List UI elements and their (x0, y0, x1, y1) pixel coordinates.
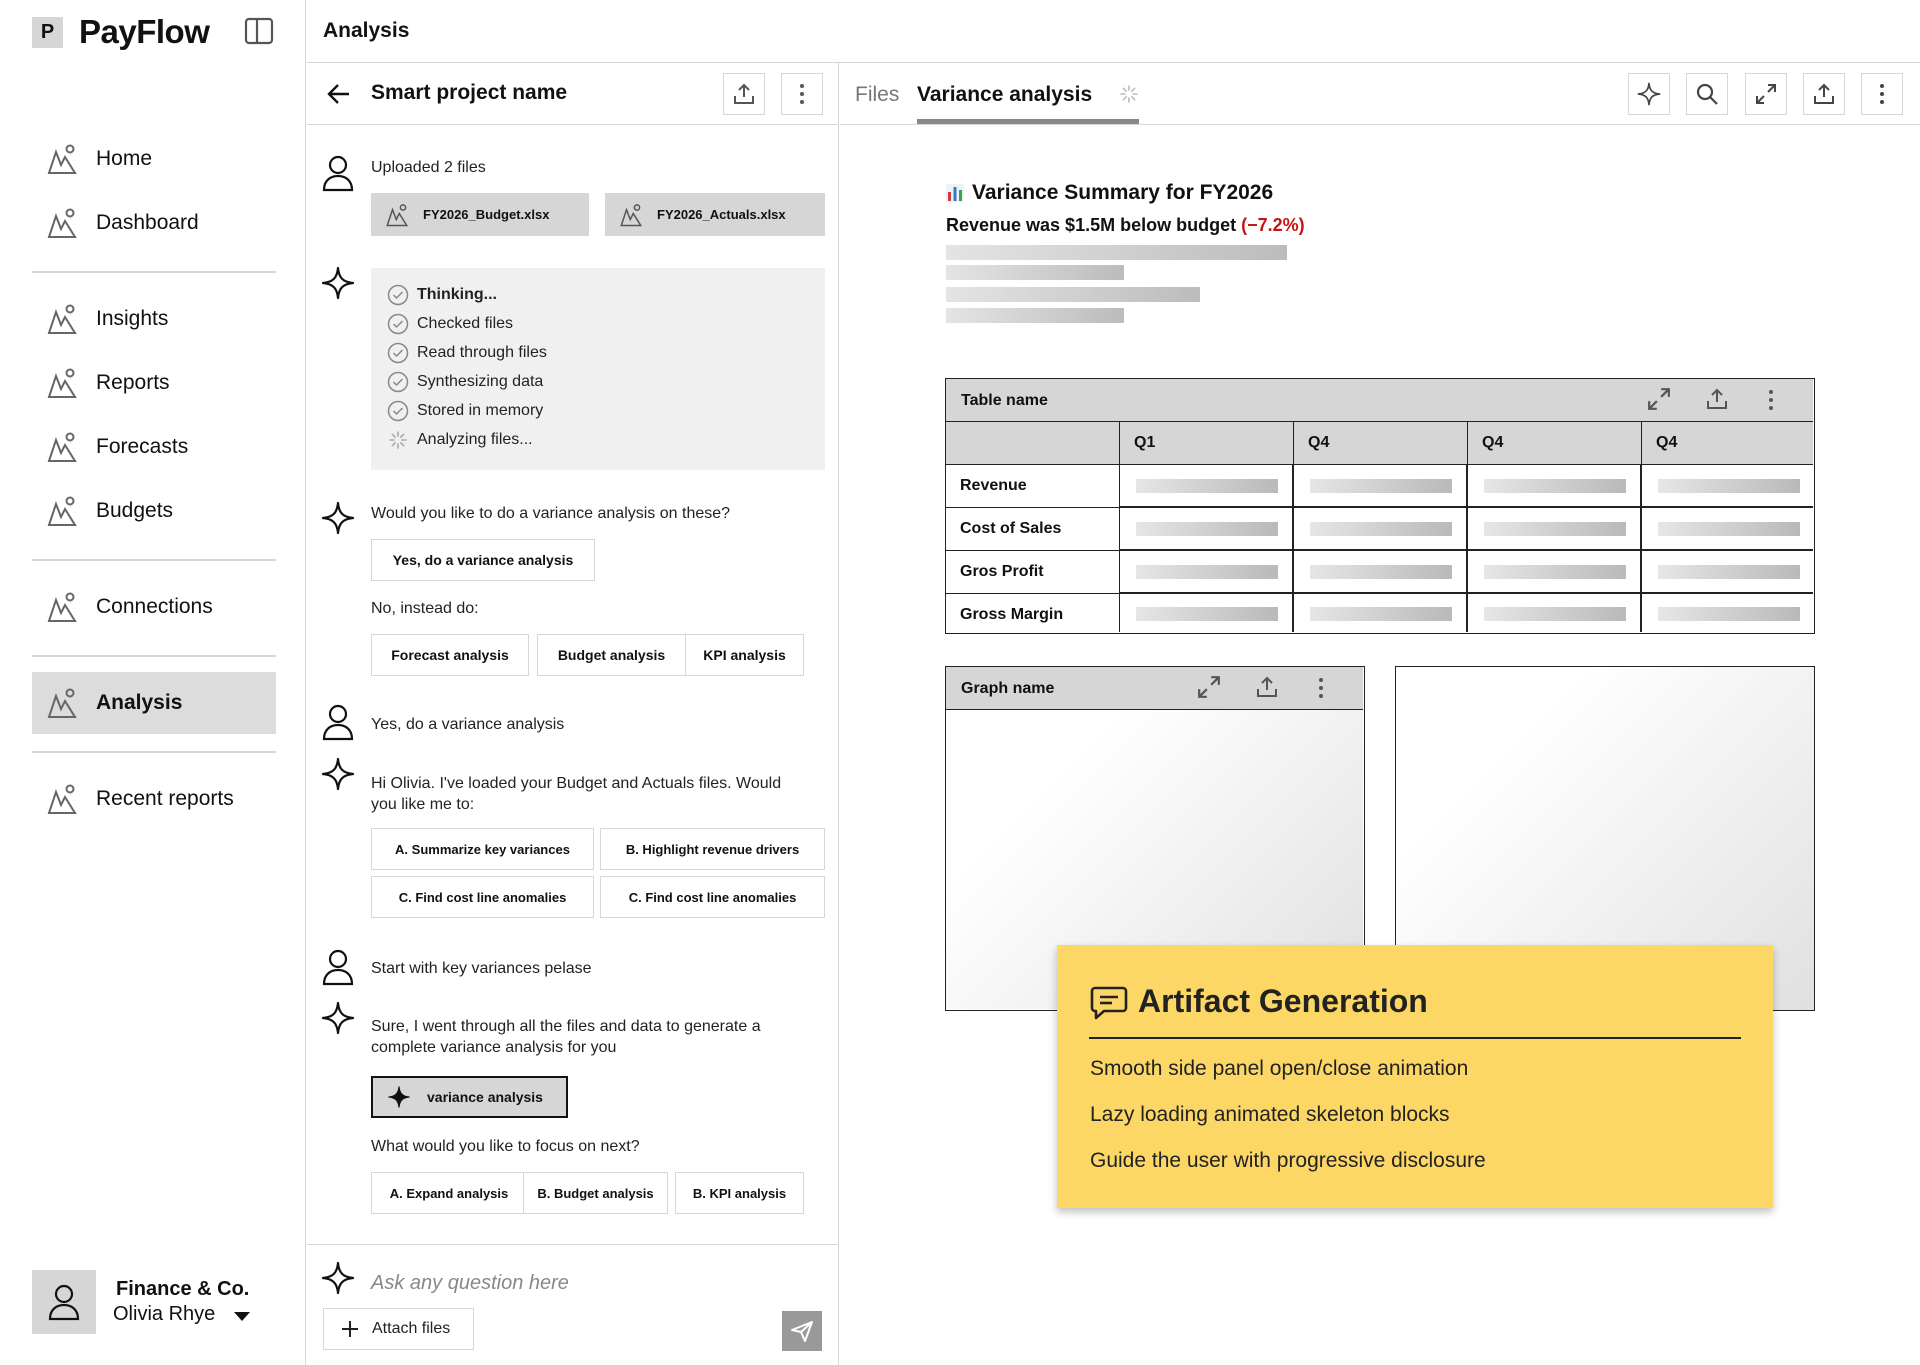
sidebar-item-home[interactable] (32, 128, 276, 190)
next-question: What would you like to focus on next? (371, 1138, 640, 1155)
skeleton-cell (1658, 522, 1800, 536)
file-chip[interactable] (605, 193, 825, 236)
upload-icon[interactable] (1705, 387, 1729, 411)
doc-title: Variance Summary for FY2026 (946, 181, 1273, 205)
check-circle-icon (387, 342, 409, 364)
sidebar-toggle-icon[interactable] (244, 17, 274, 45)
skeleton-cell (1136, 479, 1278, 493)
check-circle-icon (387, 400, 409, 422)
user-icon (321, 154, 355, 192)
sidebar-item-recent-reports[interactable] (32, 768, 276, 830)
skeleton-line (946, 287, 1200, 302)
brand-logo: P (32, 17, 63, 48)
row-divider (1120, 506, 1813, 508)
page-title: Analysis (323, 19, 410, 42)
table-column-header (946, 422, 1120, 465)
budget-analysis-button[interactable]: Budget analysis (537, 634, 686, 676)
skeleton-cell (1136, 522, 1278, 536)
row-divider (1120, 549, 1813, 551)
skeleton-line (946, 245, 1287, 260)
kebab-icon (799, 83, 805, 105)
chat-composer (307, 1244, 839, 1365)
sidebar-item-label: Reports (96, 371, 170, 394)
org-name: Finance & Co. (116, 1278, 250, 1300)
project-name: Smart project name (371, 81, 568, 104)
sidebar-item-label: Budgets (96, 499, 174, 522)
sidebar-item-forecasts[interactable] (32, 416, 276, 478)
send-icon (790, 1319, 814, 1343)
skeleton-cell (1310, 607, 1452, 621)
user-icon (321, 703, 355, 741)
thinking-step: Synthesizing data (387, 371, 543, 393)
doc-summary: Revenue was $1.5M below budget (−7.2%) (946, 215, 1305, 235)
sidebar-item-label: Insights (96, 307, 169, 330)
sidebar-item-label: Dashboard (96, 211, 199, 234)
tab-files[interactable]: Files (855, 83, 900, 106)
mountain-icon (46, 367, 78, 399)
budget-analysis-button[interactable]: B. Budget analysis (523, 1172, 668, 1214)
mountain-icon (46, 303, 78, 335)
table-row-label: Cost of Sales (946, 508, 1120, 551)
user-message: Start with key variances pelase (371, 960, 592, 977)
chat-bubble-icon (1090, 985, 1128, 1021)
mountain-icon (46, 591, 78, 623)
mountain-icon (46, 687, 78, 719)
chat-panel (307, 63, 839, 1365)
sidebar-item-label: Recent reports (96, 787, 234, 810)
brand[interactable] (32, 14, 209, 50)
note-title: Artifact Generation (1138, 983, 1428, 1019)
skeleton-cell (1658, 479, 1800, 493)
skeleton-cell (1484, 565, 1626, 579)
sparkle-icon (387, 1085, 411, 1109)
find-cost-anomalies-button[interactable]: C. Find cost line anomalies (600, 876, 825, 918)
summarize-variances-button[interactable]: A. Summarize key variances (371, 828, 594, 870)
user-icon (321, 948, 355, 986)
note-item: Smooth side panel open/close animation (1090, 1057, 1469, 1080)
sidebar-item-reports[interactable] (32, 352, 276, 414)
note-divider (1089, 1037, 1741, 1039)
chat-input[interactable]: Ask any question here (371, 1272, 569, 1294)
annotation-note (1057, 945, 1773, 1208)
variance-table (945, 378, 1815, 634)
sparkle-icon (321, 1261, 355, 1295)
upload-icon (1812, 82, 1836, 106)
attach-label: Attach files (372, 1320, 451, 1337)
expand-button[interactable] (1745, 73, 1787, 115)
file-name: FY2026_Actuals.xlsx (657, 207, 786, 222)
sidebar-item-label: Home (96, 147, 153, 170)
ai-message: Hi Olivia. I've loaded your Budget and Actuals files. Would you like me to: (371, 775, 782, 813)
more-options-button[interactable] (1861, 73, 1903, 115)
skeleton-line (946, 308, 1124, 323)
upload-icon[interactable] (1255, 675, 1279, 699)
check-circle-icon (387, 284, 409, 306)
uploaded-message: Uploaded 2 files (371, 159, 486, 176)
upload-icon (732, 82, 756, 106)
graph-header (946, 667, 1363, 710)
sidebar-item-budgets[interactable] (32, 480, 276, 542)
top-bar (307, 0, 1920, 63)
table-column-header: Q4 (1468, 422, 1642, 465)
table-column-header: Q1 (1120, 422, 1294, 465)
mountain-icon (46, 431, 78, 463)
row-divider (1120, 592, 1813, 594)
spinner-icon (387, 429, 409, 451)
avatar (32, 1270, 96, 1334)
table-row-label: Gross Margin (946, 594, 1120, 632)
mountain-icon (385, 203, 409, 227)
sidebar (0, 0, 306, 1365)
sparkle-icon (321, 1001, 355, 1035)
bar-chart-icon (946, 184, 964, 202)
sidebar-item-dashboard[interactable] (32, 192, 276, 254)
nav-divider (32, 751, 276, 753)
sparkle-icon (1637, 82, 1661, 106)
table-column-header: Q4 (1294, 422, 1468, 465)
tab-progress-underline (917, 119, 1139, 124)
user-message: Yes, do a variance analysis (371, 716, 565, 733)
sparkle-icon (321, 501, 355, 535)
file-chip[interactable] (371, 193, 589, 236)
mountain-icon (46, 495, 78, 527)
file-name: FY2026_Budget.xlsx (423, 207, 550, 222)
table-header (946, 379, 1813, 422)
sidebar-item-connections[interactable] (32, 576, 276, 638)
mountain-icon (46, 143, 78, 175)
nav-divider (32, 559, 276, 561)
note-item: Lazy loading animated skeleton blocks (1090, 1103, 1450, 1126)
user-icon (47, 1283, 81, 1321)
export-button[interactable] (1803, 73, 1845, 115)
chat-header (307, 63, 839, 125)
skeleton-line (946, 265, 1124, 280)
search-icon (1695, 82, 1719, 106)
user-profile[interactable] (32, 1270, 276, 1334)
skeleton-cell (1310, 522, 1452, 536)
ai-assist-button[interactable] (1628, 73, 1670, 115)
graph-name: Graph name (961, 680, 1055, 697)
plus-icon (340, 1319, 360, 1339)
mountain-icon (46, 207, 78, 239)
expand-analysis-button[interactable]: A. Expand analysis (371, 1172, 527, 1214)
skeleton-cell (1136, 565, 1278, 579)
note-item: Guide the user with progressive disclosure (1090, 1149, 1486, 1172)
kpi-analysis-button[interactable]: KPI analysis (685, 634, 804, 676)
skeleton-cell (1484, 607, 1626, 621)
brand-name: PayFlow (79, 13, 210, 50)
thinking-title: Thinking... (417, 286, 497, 303)
expand-icon (1755, 83, 1777, 105)
mountain-icon (46, 783, 78, 815)
artifact-chip[interactable] (371, 1076, 568, 1118)
thinking-step: Stored in memory (387, 400, 543, 422)
sparkle-icon (321, 266, 355, 300)
skeleton-cell (1136, 607, 1278, 621)
artifact-label: variance analysis (427, 1089, 543, 1105)
mountain-icon (619, 203, 643, 227)
yes-variance-button[interactable]: Yes, do a variance analysis (371, 539, 595, 581)
sidebar-item-insights[interactable] (32, 288, 276, 350)
table-row-label: Revenue (946, 465, 1120, 508)
sparkle-icon (321, 757, 355, 791)
send-button[interactable] (782, 1311, 822, 1351)
sidebar-item-analysis[interactable] (32, 672, 276, 734)
sidebar-item-label: Connections (96, 595, 213, 618)
expand-icon[interactable] (1197, 675, 1221, 699)
tab-variance-analysis[interactable]: Variance analysis (917, 83, 1093, 106)
skeleton-cell (1658, 607, 1800, 621)
check-circle-icon (387, 313, 409, 335)
thinking-title-row (387, 284, 497, 306)
thinking-step: Checked files (387, 313, 513, 335)
export-button[interactable] (723, 73, 765, 115)
artifact-tabs (840, 63, 1920, 125)
nav-divider (32, 271, 276, 273)
nav-divider (32, 655, 276, 657)
kpi-analysis-button[interactable]: B. KPI analysis (675, 1172, 804, 1214)
skeleton-cell (1658, 565, 1800, 579)
ai-message: Sure, I went through all the files and data to generate a complete variance analysis for you (371, 1018, 761, 1056)
more-options-button[interactable] (781, 73, 823, 115)
skeleton-cell (1310, 479, 1452, 493)
sidebar-item-label: Forecasts (96, 435, 189, 458)
variance-delta: (−7.2%) (1241, 215, 1305, 235)
expand-icon[interactable] (1647, 387, 1671, 411)
no-instead-label: No, instead do: (371, 600, 479, 617)
table-name: Table name (961, 392, 1048, 409)
kebab-icon[interactable] (1318, 677, 1324, 699)
skeleton-cell (1310, 565, 1452, 579)
table-row-label: Gros Profit (946, 551, 1120, 594)
user-name: Olivia Rhye (113, 1303, 216, 1325)
thinking-step: Read through files (387, 342, 547, 364)
caret-down-icon[interactable] (234, 1312, 250, 1321)
sidebar-item-label: Analysis (96, 691, 183, 714)
skeleton-cell (1484, 479, 1626, 493)
check-circle-icon (387, 371, 409, 393)
thinking-box (371, 268, 825, 470)
kebab-icon (1879, 83, 1885, 105)
attach-files-button[interactable] (323, 1308, 474, 1350)
find-cost-anomalies-button[interactable]: C. Find cost line anomalies (371, 876, 594, 918)
thinking-pending: Analyzing files... (387, 429, 533, 451)
skeleton-cell (1484, 522, 1626, 536)
forecast-analysis-button[interactable]: Forecast analysis (371, 634, 529, 676)
back-arrow-icon[interactable] (325, 80, 353, 108)
highlight-revenue-button[interactable]: B. Highlight revenue drivers (600, 828, 825, 870)
spinner-icon (1118, 83, 1140, 105)
search-button[interactable] (1686, 73, 1728, 115)
ai-message: Would you like to do a variance analysis on these? (371, 505, 731, 522)
kebab-icon[interactable] (1768, 389, 1774, 411)
table-column-header: Q4 (1642, 422, 1813, 465)
